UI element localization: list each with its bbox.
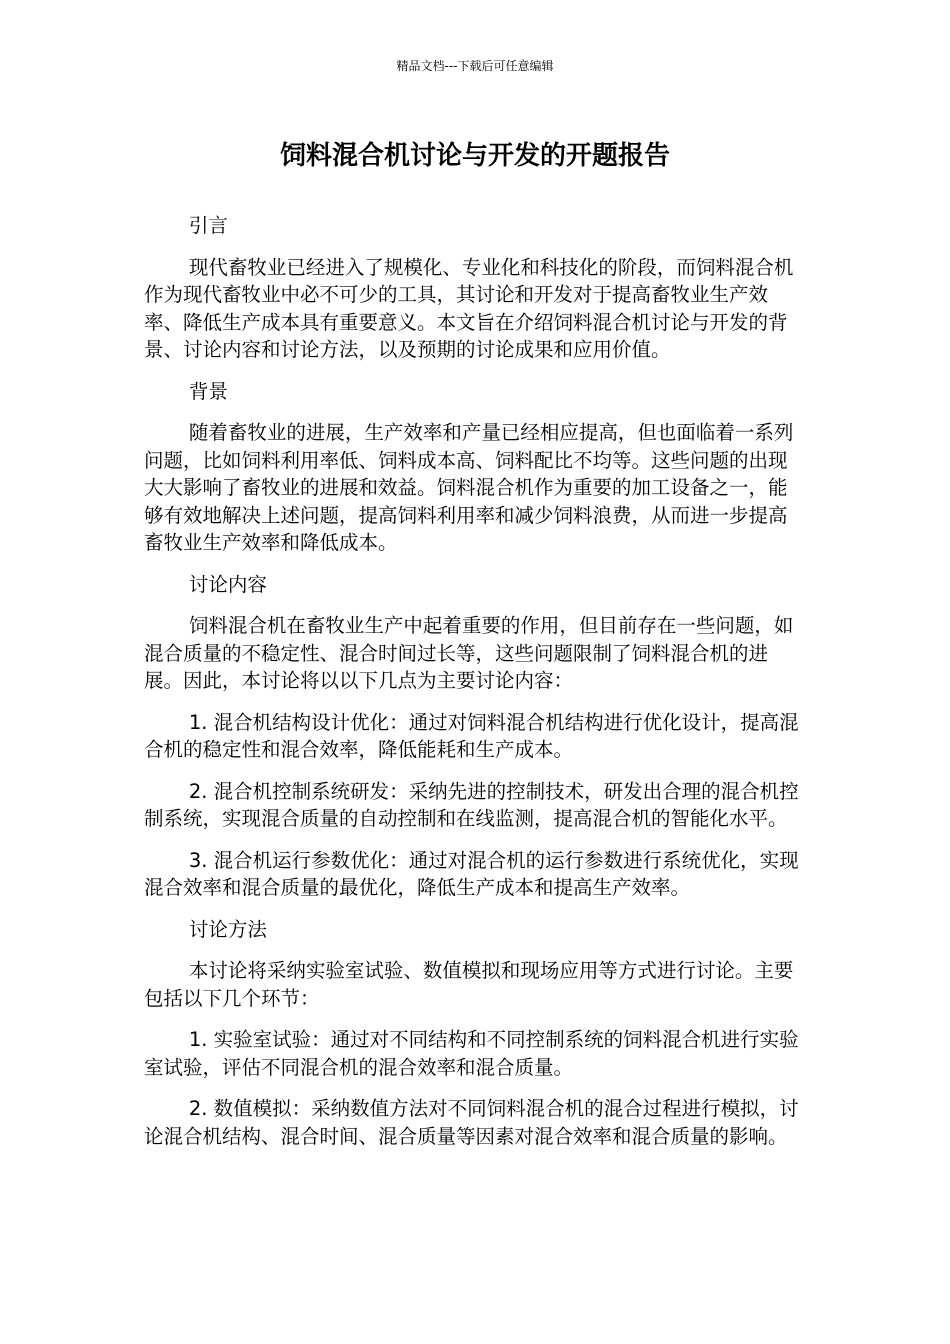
list-item-method-1: 1. 实验室试验：通过对不同结构和不同控制系统的饲料混合机进行实验室试验，评估不同混合机的混合效率和混合质量。 — [144, 1028, 799, 1079]
list-item-content-3: 3. 混合机运行参数优化：通过对混合机的运行参数进行系统优化，实现混合效率和混合质量的最优化，降低生产成本和提高生产效率。 — [144, 848, 799, 899]
document-body — [144, 212, 802, 1164]
list-item-content-2: 2. 混合机控制系统研发：采纳先进的控制技术，研发出合理的混合机控制系统，实现混合质量的自动控制和在线监测，提高混合机的智能化水平。 — [144, 779, 799, 830]
paragraph-background: 随着畜牧业的进展，生产效率和产量已经相应提高，但也面临着一系列问题，比如饲料利用率低、饲料成本高、饲料配比不均等。这些问题的出现大大影响了畜牧业的进展和效益。饲料混合机作为重要的加工设备之一，能够有效地解决上述问题，提高饲料利用率和减少饲料浪费，从而进一步提高畜牧业生产效率和降低成本。 — [144, 421, 794, 554]
document-title: 饲料混合机讨论与开发的开题报告 — [279, 141, 670, 171]
paragraph-content: 饲料混合机在畜牧业生产中起着重要的作用，但目前存在一些问题，如混合质量的不稳定性、混合时间过长等，这些问题限制了饲料混合机的进展。因此，本讨论将以以下几点为主要讨论内容： — [144, 614, 794, 692]
paragraph-method: 本讨论将采纳实验室试验、数值模拟和现场应用等方式进行讨论。主要包括以下几个环节： — [144, 959, 794, 1010]
list-item-method-2: 2. 数值模拟：采纳数值方法对不同饲料混合机的混合过程进行模拟，讨论混合机结构、混合时间、混合质量等因素对混合效率和混合质量的影响。 — [144, 1097, 799, 1148]
section-heading-background: 背景 — [188, 379, 228, 403]
list-item-content-1: 1. 混合机结构设计优化：通过对饲料混合机结构进行优化设计，提高混合机的稳定性和混合效率，降低能耗和生产成本。 — [144, 710, 799, 761]
header-note: 精品文档---下载后可任意编辑 — [396, 59, 554, 73]
paragraph-introduction: 现代畜牧业已经进入了规模化、专业化和科技化的阶段，而饲料混合机作为现代畜牧业中必不可少的工具，其讨论和开发对于提高畜牧业生产效率、降低生产成本具有重要意义。本文旨在介绍饲料混合机讨论与开发的背景、讨论内容和讨论方法，以及预期的讨论成果和应用价值。 — [144, 255, 794, 361]
section-heading-introduction: 引言 — [188, 214, 228, 237]
section-heading-method: 讨论方法 — [188, 917, 267, 941]
section-heading-content: 讨论内容 — [188, 572, 267, 596]
